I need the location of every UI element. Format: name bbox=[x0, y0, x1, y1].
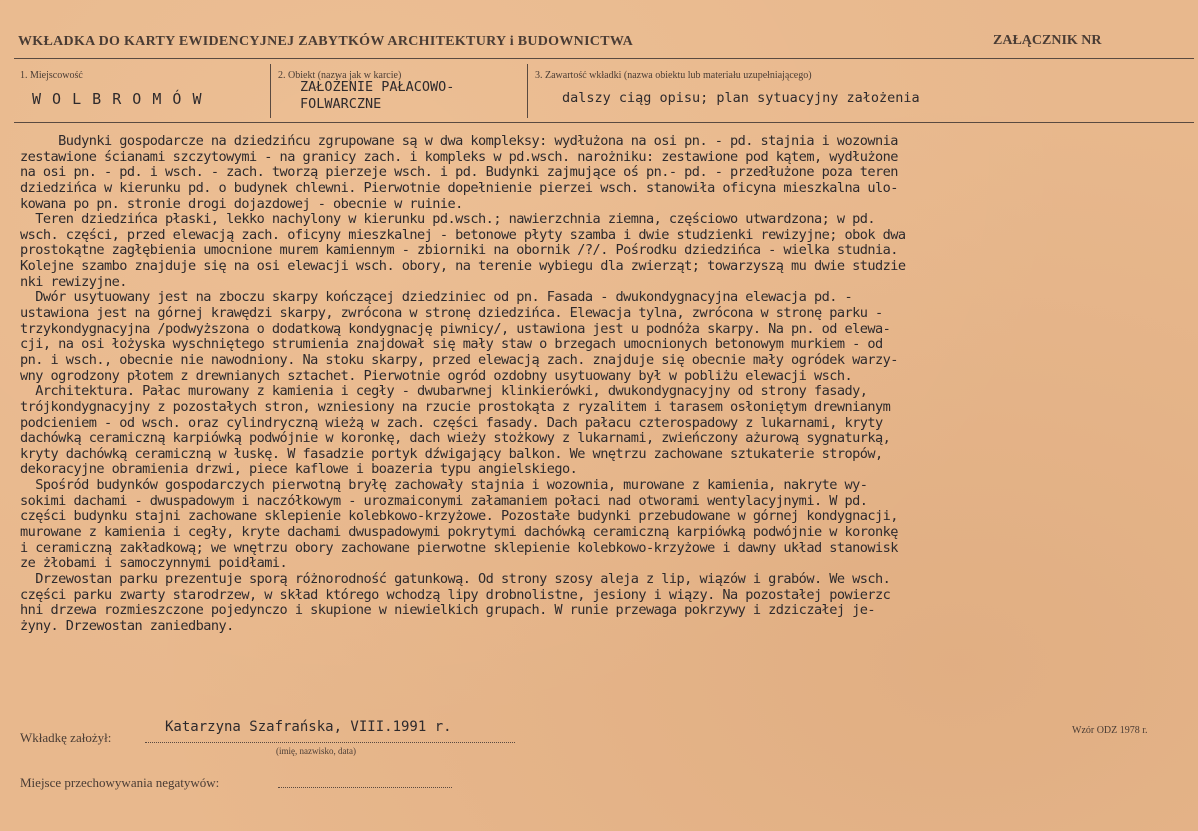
description-text bbox=[20, 134, 1195, 635]
form-reference: Wzór ODZ 1978 r. bbox=[1072, 725, 1148, 736]
text-line: dachówką ceramiczną karpiówką podwójnie w koronkę, dach wieży stożkowy z lukarnami, zwieńczony ażurową sygnaturką, bbox=[20, 430, 891, 447]
author-value: Katarzyna Szafrańska, VIII.1991 r. bbox=[165, 719, 452, 735]
field-2-label: 2. Obiekt (nazwa jak w karcie) bbox=[278, 70, 402, 81]
field-2-value-line1: ZAŁOŻENIE PAŁACOWO- bbox=[300, 79, 455, 95]
text-line: trójkondygnacyjny z pozostałych stron, wzniesiony na rzucie prostokąta z ryzalitem i tarasem osłoniętym drewnianym bbox=[20, 398, 891, 415]
field-3-label: 3. Zawartość wkładki (nazwa obiektu lub materiału uzupełniającego) bbox=[535, 70, 812, 81]
text-line: części budynku stajni zachowane sklepienie kolebkowo-krzyżowe. Pozostałe budynki przebudowane w górnej kondygnacji, bbox=[20, 508, 898, 525]
text-line: zestawione ścianami szczytowymi - na granicy zach. i kompleks w pd.wsch. narożniku: zestawione pod kątem, wydłużone bbox=[20, 148, 898, 165]
text-line: żyny. Drzewostan zaniedbany. bbox=[20, 617, 234, 634]
text-line: na osi pn. - pd. i wsch. - zach. tworzą pierzeje wsch. i pd. Budynki zajmujące oś pn.- pd. - przedłużone poza teren bbox=[20, 164, 898, 181]
text-line: kowana po pn. stronie drogi dojazdowej - obecnie w ruinie. bbox=[20, 195, 463, 212]
text-line: pn. i wsch., obecnie nie nawodniony. Na stoku skarpy, przed elewacją zach. znajduje się obecnie mały ogródek warzy- bbox=[20, 351, 898, 368]
header-rule bbox=[14, 58, 1194, 59]
text-line: murowane z kamienia i cegły, kryte dachami dwuspadowymi pokrytymi dachówką ceramiczną karpiówką podwójnie w koronkę bbox=[20, 524, 898, 541]
text-line: dziedzińca w kierunku pd. o budynek chlewni. Pierwotnie dopełnienie pierzei wsch. stanowiła oficyna mieszkalna ulo- bbox=[20, 179, 898, 196]
text-line: Budynki gospodarcze na dziedzińcu zgrupowane są w dwa kompleksy: wydłużona na osi pn. - pd. stajnia i wozownia bbox=[20, 133, 898, 149]
text-line: dekoracyjne obramienia drzwi, piece kaflowe i boazeria typu angielskiego. bbox=[20, 461, 578, 478]
text-line: wsch. części, przed elewacją zach. oficyny mieszkalnej - betonowe płyty szamba i dwie studzienki rewizyjne; obok dwa bbox=[20, 226, 906, 243]
author-label: Wkładkę założył: bbox=[20, 730, 112, 745]
negatives-storage-line bbox=[278, 787, 452, 788]
field-1-label: 1. Miejscowość bbox=[20, 70, 83, 81]
field-divider-1 bbox=[270, 64, 271, 118]
text-line: kryty dachówką ceramiczną w łuskę. W fasadzie portyk dźwigający balkon. We wnętrzu zachowane sztukaterie stropów, bbox=[20, 445, 883, 462]
text-line: Drzewostan parku prezentuje sporą różnorodność gatunkową. Od strony szosy aleja z lip, wiązów i grabów. We wsch. bbox=[20, 570, 891, 587]
text-line: wny ogrodzony płotem z drewnianych sztachet. Pierwotnie ogród ozdobny usytuowany był w pobliżu elewacji wsch. bbox=[20, 367, 853, 384]
text-line: Kolejne szambo znajduje się na osi elewacji wsch. obory, na terenie wybiegu dla zwierząt; towarzyszą mu dwie studzie bbox=[20, 258, 906, 275]
text-line: hni drzewa rozmieszczone pojedynczo i skupione w niewielkich grupach. W runie przewaga pokrzywy i zdziczałej je- bbox=[20, 602, 876, 619]
fields-bottom-rule bbox=[14, 122, 1194, 123]
text-line: i ceramiczną zakładkową; we wnętrzu obory zachowane pierwotne sklepienie kolebkowo-krzyżowe i dawny układ stanowisk bbox=[20, 539, 898, 556]
author-hint: (imię, nazwisko, data) bbox=[276, 746, 356, 756]
attachment-number-label: ZAŁĄCZNIK NR bbox=[993, 33, 1102, 48]
field-3-value: dalszy ciąg opisu; plan sytuacyjny założenia bbox=[562, 90, 920, 106]
form-title: WKŁADKA DO KARTY EWIDENCYJNEJ ZABYTKÓW ARCHITEKTURY i BUDOWNICTWA bbox=[18, 34, 634, 49]
field-divider-2 bbox=[527, 64, 528, 118]
field-1-value: W O L B R O M Ó W bbox=[32, 90, 203, 108]
text-line: Spośród budynków gospodarczych pierwotną bryłę zachowały stajnia i wozownia, murowane z kamienia, nakryte wy- bbox=[20, 477, 868, 494]
text-line: sokimi dachami - dwuspadowym i naczółkowym - urozmaiconymi załamaniem połaci nad otworami wentylacyjnymi. W pd. bbox=[20, 492, 868, 509]
field-2-value-line2: FOLWARCZNE bbox=[300, 96, 382, 112]
negatives-storage-label: Miejsce przechowywania negatywów: bbox=[20, 775, 220, 790]
text-line: nki rewizyjne. bbox=[20, 273, 127, 290]
text-line: Architektura. Pałac murowany z kamienia i cegły - dwubarwnej klinkierówki, dwukondygnacyjny od strony fasady, bbox=[20, 383, 868, 400]
text-line: podcieniem - od wsch. oraz cylindryczną wieżą w zach. części fasady. Dach pałacu czterospadowy z lukarnami, kryty bbox=[20, 414, 883, 431]
text-line: ustawiona jest na górnej krawędzi skarpy, zwrócona w stronę dziedzińca. Elewacja tylna, zwrócona w stronę parku - bbox=[20, 305, 883, 322]
text-line: prostokątne zagłębienia umocnione murem kamiennym - zbiorniki na obornik /?/. Pośrodku dziedzińca - wielka studnia. bbox=[20, 242, 898, 259]
author-line bbox=[145, 742, 515, 743]
text-line: części parku zwarty starodrzew, w skład którego wchodzą lipy drobnolistne, jesiony i wiązy. Na pozostałej powierzc bbox=[20, 586, 891, 603]
text-line: cji, na osi łożyska wyschniętego strumienia znajdował się mały staw o brzegach umocnionych betonowym murkiem - od bbox=[20, 336, 883, 353]
text-line: Dwór usytuowany jest na zboczu skarpy kończącej dziedziniec od pn. Fasada - dwukondygnacyjna elewacja pd. - bbox=[20, 289, 853, 306]
text-line: trzykondygnacyjna /podwyższona o dodatkową kondygnację piwnicy/, ustawiona jest u podnóża skarpy. Na pn. od elewa- bbox=[20, 320, 891, 337]
text-line: Teren dziedzińca płaski, lekko nachylony w kierunku pd.wsch.; nawierzchnia ziemna, częściowo utwardzona; w pd. bbox=[20, 211, 876, 228]
text-line: ze żłobami i samoczynnymi poidłami. bbox=[20, 555, 288, 572]
